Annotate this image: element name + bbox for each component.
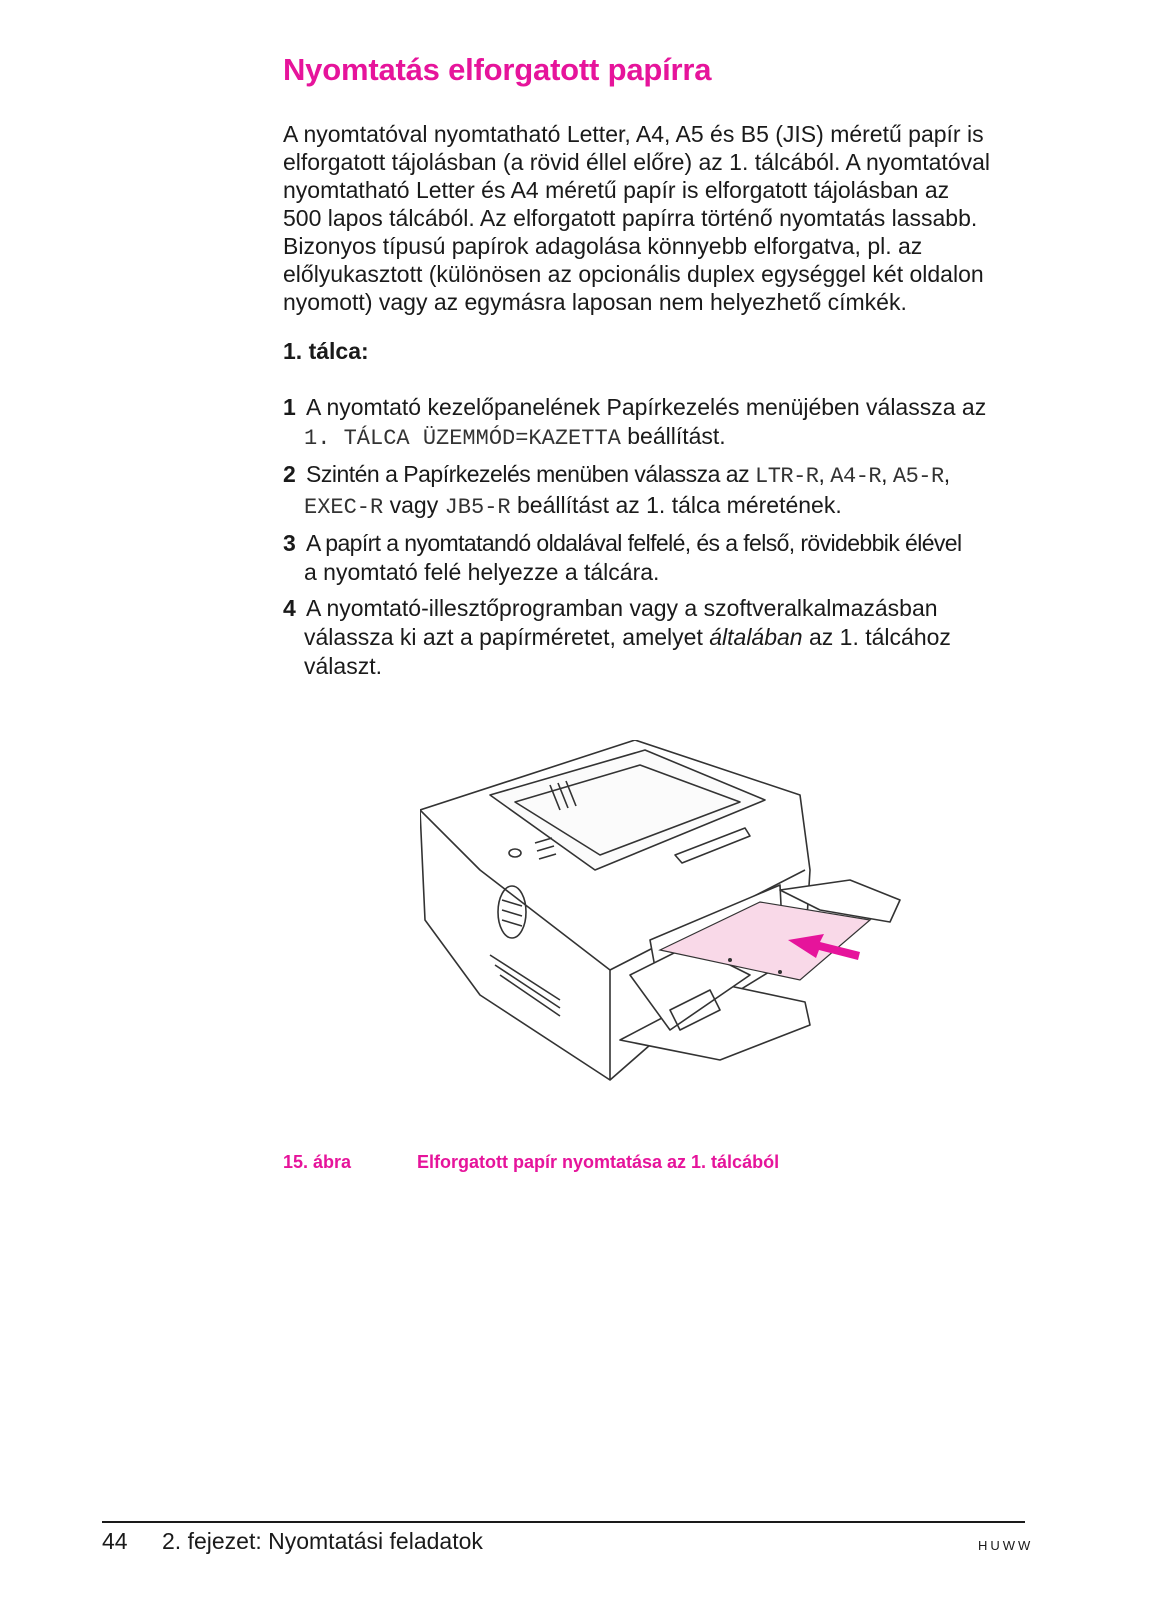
step-text: , (881, 461, 893, 487)
step-line: a nyomtató felé helyezze a tálcára. (304, 559, 660, 585)
emphasis-text: általában (709, 624, 803, 650)
menu-setting-code: LTR-R (755, 464, 819, 489)
footer-divider (102, 1521, 1025, 1523)
menu-setting-code: A5-R (892, 464, 944, 489)
menu-setting-code: A4-R (830, 464, 882, 489)
page-number: 44 (102, 1528, 128, 1554)
step-text: , (818, 461, 831, 487)
figure-label: 15. ábra (283, 1152, 352, 1172)
step-text: beállítást az 1. tálca méretének. (510, 492, 842, 518)
section-subheading: 1. tálca: (283, 338, 369, 364)
step-4 (283, 594, 1043, 681)
step-text: Szintén a Papírkezelés menüben válassza az (306, 461, 755, 487)
footer-code: HUWW (978, 1538, 1034, 1553)
menu-setting-code: JB5-R (444, 495, 511, 520)
menu-setting-code: 1. TÁLCA ÜZEMMÓD=KAZETTA (304, 426, 621, 451)
step-text: A nyomtató kezelőpanelének Papírkezelés menüjében válassza az (306, 394, 987, 420)
step-text: , (943, 461, 950, 487)
menu-setting-code: EXEC-R (304, 495, 384, 520)
printer-illustration (420, 740, 940, 1100)
chapter-title: 2. fejezet: Nyomtatási feladatok (162, 1528, 483, 1554)
step-number: 3 (283, 530, 296, 556)
intro-line: 500 lapos tálcából. Az elforgatott papírra történő nyomtatás lassabb. (283, 205, 978, 231)
page-title: Nyomtatás elforgatott papírra (283, 52, 712, 87)
intro-line: elforgatott tájolásban (a rövid éllel előre) az 1. tálcából. A nyomtatóval (283, 149, 991, 175)
step-text: az 1. tálcához (802, 624, 951, 650)
intro-line: előlyukasztott (különösen az opcionális duplex egységgel két oldalon (283, 261, 984, 287)
step-number: 2 (283, 461, 296, 487)
step-text: vagy (383, 492, 445, 518)
steps-list (283, 393, 1043, 688)
intro-line: nyomtatható Letter és A4 méretű papír is elforgatott tájolásban az (283, 177, 950, 203)
intro-paragraph (283, 120, 1043, 316)
step-line: választ. (304, 653, 382, 679)
intro-line: nyomott) vagy az egymásra laposan nem helyezhető címkék. (283, 289, 907, 315)
intro-line: A nyomtatóval nyomtatható Letter, A4, A5 és B5 (JIS) méretű papír is (283, 121, 984, 147)
step-2 (283, 460, 1043, 522)
step-line: A papírt a nyomtatandó oldalával felfelé, és a felső, rövidebbik élével (306, 530, 962, 556)
step-text: válassza ki azt a papírméretet, amelyet (304, 624, 710, 650)
step-1 (283, 393, 1043, 453)
step-line: A nyomtató-illesztőprogramban vagy a szoftveralkalmazásban (306, 595, 938, 621)
figure-caption: Elforgatott papír nyomtatása az 1. tálcából (417, 1152, 780, 1172)
step-line (283, 422, 1043, 453)
step-number: 1 (283, 394, 296, 420)
step-line (283, 491, 1043, 522)
step-line (283, 393, 1043, 422)
step-number: 4 (283, 595, 296, 621)
intro-line: Bizonyos típusú papírok adagolása könnyebb elforgatva, pl. az (283, 233, 923, 259)
step-text: beállítást. (620, 423, 726, 449)
step-line (283, 460, 1043, 491)
step-line (283, 623, 1043, 652)
step-3 (283, 529, 1043, 587)
